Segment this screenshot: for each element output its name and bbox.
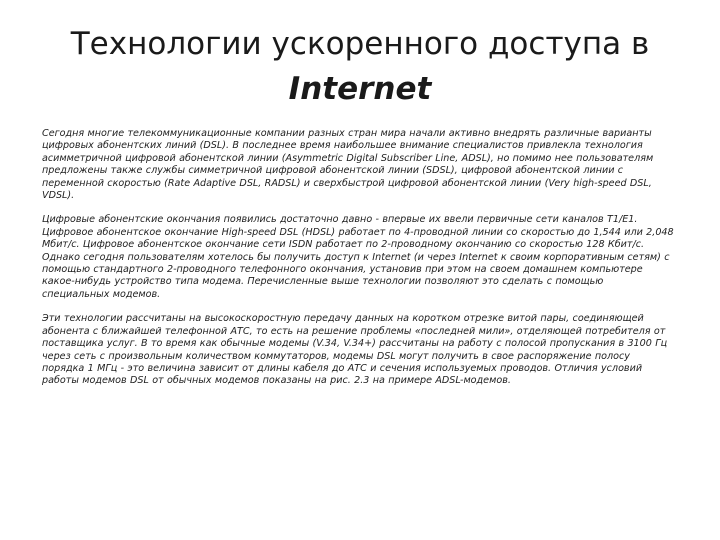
paragraph-last-mile: Эти технологии рассчитаны на высокоскоростную передачу данных на коротком отрезке витой пары, соединяющей абонента с ближайшей телефонной АТС, то есть на решение проблемы «последней мили», отделяющей потребителя от поставщика услуг. В то время как обычные модемы (V.34, V.34+) рассчитаны на работу с полосой пропускания в 3100 Гц через сеть с произвольным количеством коммутаторов, модемы DSL могут получить в свое распоряжение полосу порядка 1 МГц - это величина зависит от длины кабеля до АТС и сечения используемых проводов. Отличия условий работы модемов DSL от обычных модемов показаны на рис. 2.3 на примере ADSL-модемов.	[42, 313, 668, 387]
paragraph-digital-subscriber-endings: Цифровые абонентские окончания появились достаточно давно - впервые их ввели первичные сети каналов T1/E1. Цифровое абонентское окончание High-speed DSL (HDSL) работает по 4-проводной линии со скоростью до 1,544 или 2,048 Мбит/с. Цифровое абонентское окончание сети ISDN работает по 2-проводному окончанию со скоростью 128 Кбит/с. Однако сегодня пользователям хотелось бы получить доступ к Internet (и через Internet к своим корпоративным сетям) с помощью стандартного 2-проводного телефонного окончания, установив при этом на своем домашнем компьютере какое-нибудь устройство типа модема. Перечисленные выше технологии позволяют это сделать с помощью специальных модемов.	[42, 214, 674, 300]
paragraph-dsl-overview: Сегодня многие телекоммуникационные компании разных стран мира начали активно внедрять различные варианты цифровых абонентских линий (DSL). В последнее время наибольшее внимание специалистов привлекла технология асимметричной цифровой абонентской линии (Asymmetric Digital Subscriber Line, ADSL), но помимо нее пользователям предложены также службы симметричной цифровой абонентской линии (SDSL), цифровой абонентской линии с переменной скоростью (Rate Adaptive DSL, RADSL) и сверхбыстрой цифровой абонентской линии (Very high-speed DSL, VDSL).	[42, 128, 654, 202]
slide-body	[42, 128, 674, 400]
slide-title	[40, 22, 680, 112]
slide-title-line-2: Internet	[288, 71, 432, 107]
slide-title-line-1: Технологии ускоренного доступа в	[70, 26, 650, 62]
